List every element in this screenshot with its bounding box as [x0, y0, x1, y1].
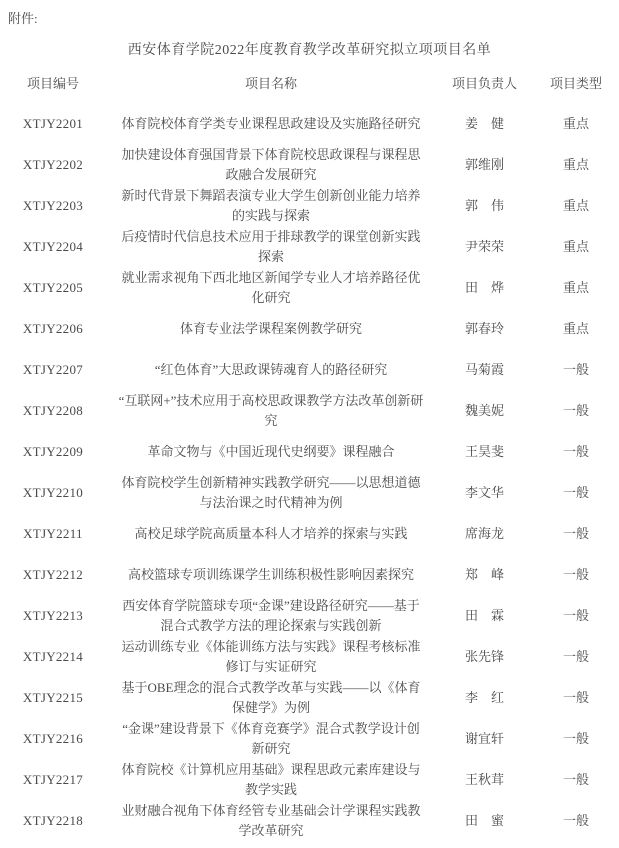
project-code-cell: XTJY2216 [22, 730, 84, 746]
project-type-cell: 一般 [562, 443, 589, 459]
project-name-cell: 业财融合视角下体育经管专业基础会计学课程实践教学改革研究 [121, 802, 421, 838]
project-name-cell: 高校足球学院高质量本科人才培养的探索与实践 [134, 525, 408, 541]
project-type-cell: 重点 [562, 115, 589, 131]
attachment-label: 附件: [8, 11, 38, 26]
column-header-project-leader: 项目负责人 [451, 76, 517, 91]
table-row [0, 759, 619, 800]
project-leader-cell: 田 蜜 [464, 812, 504, 828]
project-leader-cell: 王昊斐 [464, 443, 504, 459]
table-row [0, 103, 619, 144]
project-name-cell: 体育院校《计算机应用基础》课程思政元素库建设与教学实践 [121, 761, 421, 797]
project-code-cell: XTJY2206 [22, 320, 84, 336]
project-leader-cell: 魏美妮 [464, 402, 504, 418]
table-row [0, 636, 619, 677]
project-type-cell: 一般 [562, 566, 589, 582]
project-type-cell: 重点 [562, 238, 589, 254]
project-code-cell: XTJY2204 [22, 238, 84, 254]
page-title: 西安体育学院2022年度教育教学改革研究拟立项项目名单 [127, 43, 492, 58]
project-type-cell: 一般 [562, 525, 589, 541]
table-row [0, 554, 619, 595]
project-type-cell: 一般 [562, 771, 589, 787]
table-row [0, 349, 619, 390]
project-leader-cell: 郭维刚 [464, 156, 504, 172]
table-row [0, 390, 619, 431]
project-name-cell: “互联网+”技术应用于高校思政课教学方法改革创新研究 [118, 392, 424, 428]
project-leader-cell: 郭 伟 [464, 197, 504, 213]
project-code-cell: XTJY2218 [22, 812, 84, 828]
project-leader-cell: 谢宜轩 [464, 730, 504, 746]
table-body [0, 103, 619, 841]
project-type-cell: 一般 [562, 402, 589, 418]
table-row [0, 267, 619, 308]
project-name-cell: 体育专业法学课程案例教学研究 [179, 320, 362, 336]
project-name-cell: 后疫情时代信息技术应用于排球教学的课堂创新实践探索 [121, 228, 421, 264]
project-type-cell: 重点 [562, 197, 589, 213]
project-name-cell: 运动训练专业《体能训练方法与实践》课程考核标准修订与实证研究 [121, 638, 421, 674]
project-leader-cell: 郭春玲 [464, 320, 504, 336]
table-row [0, 144, 619, 185]
project-name-cell: 革命文物与《中国近现代史纲要》课程融合 [147, 443, 395, 459]
project-type-cell: 重点 [562, 320, 589, 336]
column-header-project-name: 项目名称 [244, 76, 297, 91]
project-name-cell: 基于OBE理念的混合式教学改革与实践——以《体育保健学》为例 [121, 679, 421, 715]
project-type-cell: 一般 [562, 812, 589, 828]
project-code-cell: XTJY2207 [22, 361, 84, 377]
project-code-cell: XTJY2215 [22, 689, 84, 705]
project-leader-cell: 田 烨 [464, 279, 504, 295]
project-type-cell: 一般 [562, 648, 589, 664]
project-code-cell: XTJY2211 [23, 525, 83, 541]
project-name-cell: “红色体育”大思政课铸魂育人的路径研究 [154, 361, 388, 377]
project-name-cell: 就业需求视角下西北地区新闻学专业人才培养路径优化研究 [121, 269, 421, 305]
project-leader-cell: 田 霖 [464, 607, 504, 623]
project-type-cell: 一般 [562, 607, 589, 623]
project-code-cell: XTJY2213 [22, 607, 84, 623]
project-type-cell: 一般 [562, 730, 589, 746]
project-leader-cell: 张先锋 [464, 648, 504, 664]
project-leader-cell: 王秋茸 [464, 771, 504, 787]
project-type-cell: 重点 [562, 156, 589, 172]
project-code-cell: XTJY2210 [22, 484, 84, 500]
project-name-cell: 体育院校体育学类专业课程思政建设及实施路径研究 [121, 115, 421, 131]
project-code-cell: XTJY2217 [22, 771, 84, 787]
project-name-cell: 新时代背景下舞蹈表演专业大学生创新创业能力培养的实践与探索 [121, 187, 421, 223]
project-leader-cell: 马菊霞 [464, 361, 504, 377]
table-header-row [0, 64, 619, 103]
project-leader-cell: 李 红 [464, 689, 504, 705]
table-row [0, 431, 619, 472]
project-code-cell: XTJY2208 [22, 402, 84, 418]
project-leader-cell: 姜 健 [464, 115, 504, 131]
project-leader-cell: 郑 峰 [464, 566, 504, 582]
project-code-cell: XTJY2209 [22, 443, 84, 459]
project-name-cell: 加快建设体育强国背景下体育院校思政课程与课程思政融合发展研究 [121, 146, 421, 182]
project-name-cell: 西安体育学院篮球专项“金课”建设路径研究——基于混合式教学方法的理论探索与实践创新 [122, 597, 420, 633]
project-name-cell: 体育院校学生创新精神实践教学研究——以思想道德与法治课之时代精神为例 [121, 474, 421, 510]
projects-table [0, 64, 619, 841]
project-leader-cell: 李文华 [464, 484, 504, 500]
table-row [0, 185, 619, 226]
column-header-project-type: 项目类型 [549, 76, 602, 91]
project-type-cell: 重点 [562, 279, 589, 295]
project-name-cell: 高校篮球专项训练课学生训练积极性影响因素探究 [127, 566, 414, 582]
table-row [0, 595, 619, 636]
table-row [0, 308, 619, 349]
project-code-cell: XTJY2205 [22, 279, 84, 295]
column-header-project-code: 项目编号 [26, 76, 79, 91]
project-type-cell: 一般 [562, 484, 589, 500]
table-row [0, 718, 619, 759]
project-leader-cell: 尹荣荣 [464, 238, 504, 254]
table-row [0, 800, 619, 841]
project-code-cell: XTJY2214 [22, 648, 84, 664]
project-type-cell: 一般 [562, 361, 589, 377]
project-code-cell: XTJY2201 [22, 115, 84, 131]
table-row [0, 226, 619, 267]
table-row [0, 472, 619, 513]
project-type-cell: 一般 [562, 689, 589, 705]
project-code-cell: XTJY2202 [22, 156, 84, 172]
project-leader-cell: 席海龙 [464, 525, 504, 541]
table-row [0, 677, 619, 718]
project-name-cell: “金课”建设背景下《体育竞赛学》混合式教学设计创新研究 [122, 720, 420, 756]
project-code-cell: XTJY2203 [22, 197, 84, 213]
project-code-cell: XTJY2212 [22, 566, 84, 582]
table-row [0, 513, 619, 554]
